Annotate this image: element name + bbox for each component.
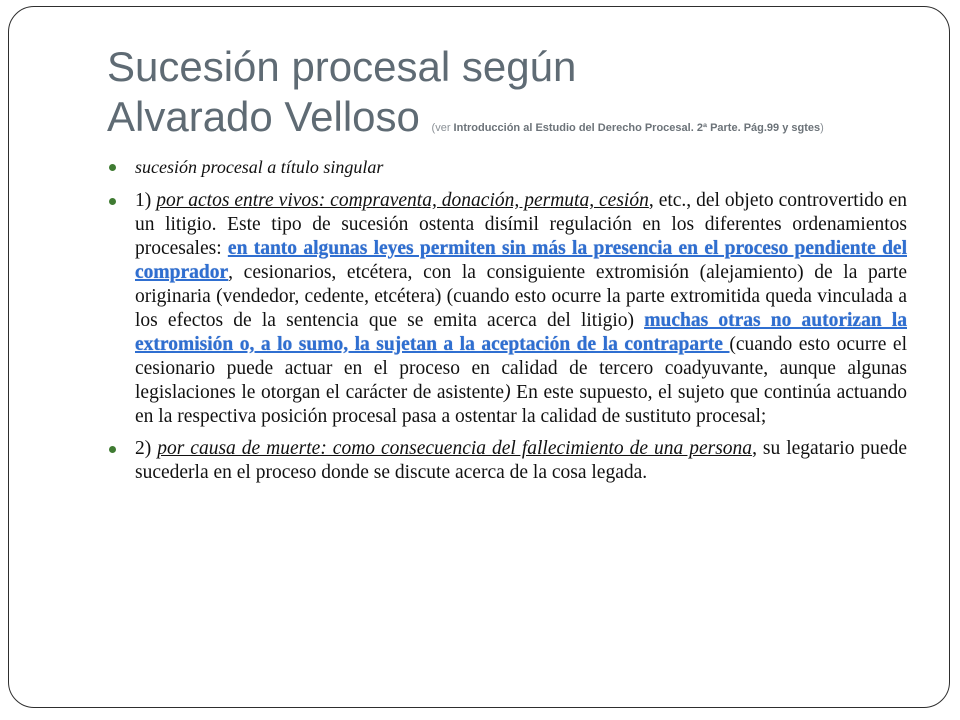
bullet-dot-icon [109,446,116,453]
bullet-item-entre-vivos [107,189,907,429]
body-text: (cuando esto ocurre el cesionario puede actuar en el proceso en calidad de tercero coadyuvante, aunque algunas legislaciones le otorgan el carácter de asistente [135,334,907,403]
title-author: Alvarado Velloso [107,93,432,140]
bullet-item-causa-muerte [107,437,907,485]
bullet-dot-icon [109,198,116,205]
italic-paren: ) [504,382,511,403]
bullet-number: 1) [135,190,157,211]
underlined-phrase: por actos entre vivos: compraventa, donación, permuta, cesión [156,190,649,211]
underlined-phrase: por causa de muerte: como consecuencia del fallecimiento de una persona [157,438,753,459]
slide-title [107,42,927,153]
body-text: , su legatario puede sucederla en el proceso donde se discute acerca de la cosa legada. [135,438,907,483]
bullet-list [107,155,907,493]
title-line-2 [107,92,927,153]
highlighted-phrase: muchas otras no autorizan la extromisión o, a lo sumo, la sujetan a la aceptación de la contraparte [135,310,907,355]
body-text: , cesionarios, etcétera, con la consiguiente extromisión (alejamiento) de la parte originaria (vendedor, cedente, etcétera) (cuando esto ocurre la parte extromitida queda vinculada a los efectos de la sentencia que se emita acerca del litigio) [135,262,907,331]
title-reference: Introducción al Estudio del Derecho Procesal. 2ª Parte. Pág.99 y sgtes [453,122,821,134]
highlighted-phrase: en tanto algunas leyes permiten sin más la presencia en el proceso pendiente del comprador [135,238,907,283]
bullet-dot-icon [109,164,116,171]
bullet-number: 2) [135,438,158,459]
bullet-text: sucesión procesal a título singular [135,157,384,177]
body-text: En este supuesto, el sujeto que continúa actuando en la respectiva posición procesal pasa a ostentar la calidad de sustituto procesal; [135,382,907,427]
body-text: , etc., del objeto controvertido en un litigio. Este tipo de sucesión ostenta disímil regulación en los diferentes ordenamientos procesales: [135,190,908,259]
title-line-1: Sucesión procesal según [107,43,577,90]
title-reference-prefix: (ver [431,122,454,134]
bullet-item-singular [107,155,907,179]
title-reference-suffix: ) [820,122,824,134]
